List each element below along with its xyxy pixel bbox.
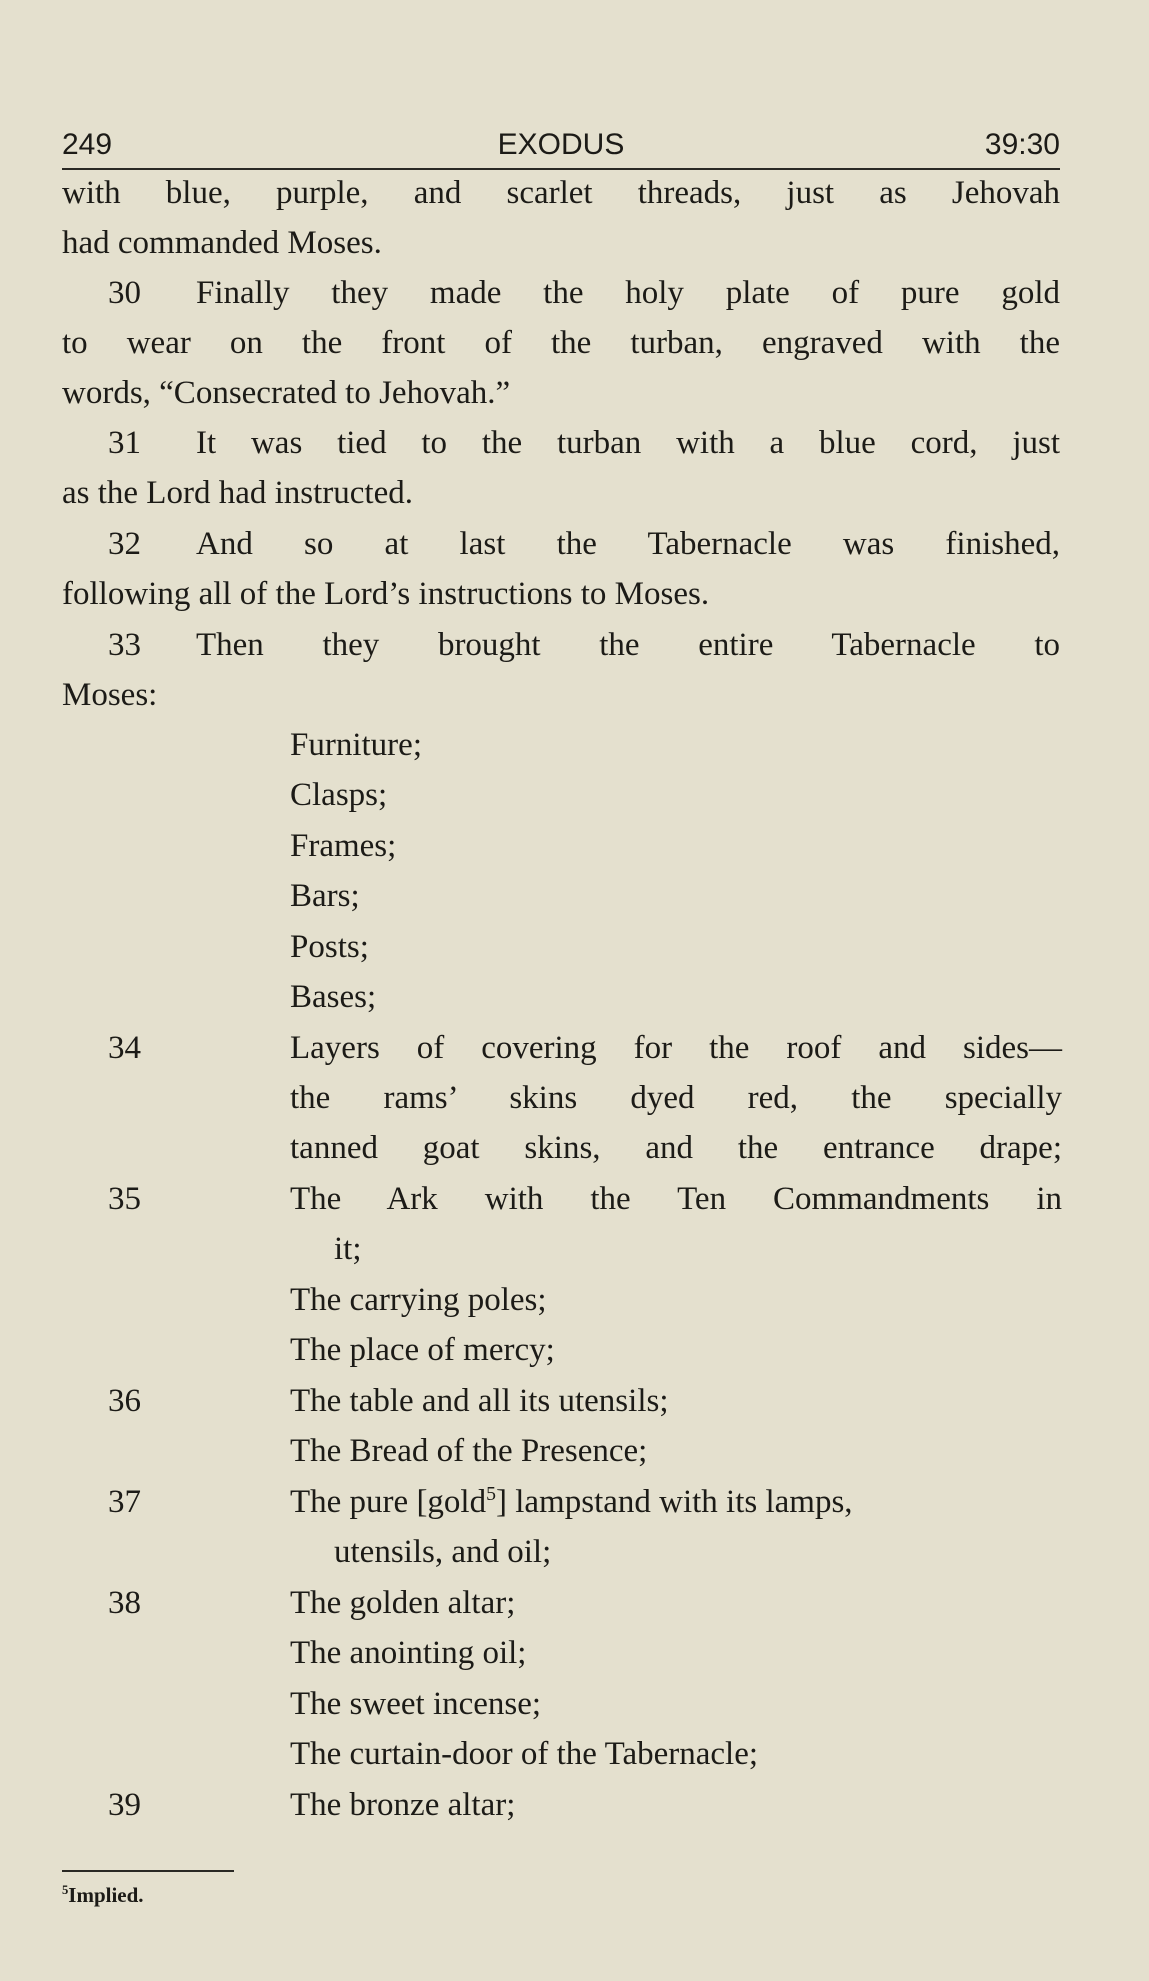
list-item: The golden altar; <box>290 1585 516 1621</box>
text-line: had commanded Moses. <box>62 225 382 261</box>
chapter-verse-reference: 39:30 <box>984 128 1060 161</box>
list-item-text: The pure [gold <box>290 1484 487 1520</box>
list-item-text: ] lampstand with its lamps, <box>496 1484 853 1520</box>
footnote-marker: 5 <box>62 1883 69 1897</box>
list-item: Frames; <box>290 828 397 864</box>
list-item: The table and all its utensils; <box>290 1383 669 1419</box>
list-item: The curtain-door of the Tabernacle; <box>290 1736 759 1772</box>
list-item: The Ark with the Ten Commandments in <box>290 1181 1062 1217</box>
verse-number: 38 <box>108 1585 141 1621</box>
list-item: The Bread of the Presence; <box>290 1433 648 1469</box>
list-item: Clasps; <box>290 777 388 813</box>
verse-number: 32 <box>108 526 141 562</box>
text-line: It was tied to the turban with a blue cord, just <box>196 425 1060 461</box>
text-line: Finally they made the holy plate of pure gold <box>196 275 1060 311</box>
text-line: with blue, purple, and scarlet threads, just as Jehovah <box>62 175 1060 211</box>
list-item: Bars; <box>290 878 360 914</box>
footnote <box>62 1882 144 1908</box>
list-item: The carrying poles; <box>290 1282 547 1318</box>
list-item: The bronze altar; <box>290 1787 516 1823</box>
verse-number: 33 <box>108 627 141 663</box>
list-item: utensils, and oil; <box>334 1534 552 1570</box>
text-line: Then they brought the entire Tabernacle to <box>196 627 1060 663</box>
list-item <box>290 1477 1062 1527</box>
footnote-divider <box>62 1870 234 1872</box>
verse-number: 31 <box>108 425 141 461</box>
running-header <box>62 128 1060 170</box>
verse-number: 37 <box>108 1484 141 1520</box>
footnote-ref[interactable]: 5 <box>486 1483 496 1505</box>
verse-number: 34 <box>108 1030 141 1066</box>
text-line: And so at last the Tabernacle was finished, <box>196 526 1060 562</box>
list-item: it; <box>334 1231 362 1267</box>
list-item: Furniture; <box>290 727 422 763</box>
list-item: tanned goat skins, and the entrance drape; <box>290 1130 1062 1166</box>
list-item: Layers of covering for the roof and sides— <box>290 1030 1062 1066</box>
list-item: The place of mercy; <box>290 1332 555 1368</box>
list-item: Bases; <box>290 979 377 1015</box>
list-item: The anointing oil; <box>290 1635 527 1671</box>
text-line: words, “Consecrated to Jehovah.” <box>62 375 511 411</box>
text-line: Moses: <box>62 677 158 713</box>
text-line: as the Lord had instructed. <box>62 475 413 511</box>
list-item: Posts; <box>290 929 369 965</box>
verse-number: 39 <box>108 1787 141 1823</box>
verse-number: 30 <box>108 275 141 311</box>
page-number: 249 <box>62 128 113 161</box>
book-title: EXODUS <box>497 128 625 161</box>
list-item: the rams’ skins dyed red, the specially <box>290 1080 1062 1116</box>
text-line: to wear on the front of the turban, engraved with the <box>62 325 1060 361</box>
verse-number: 35 <box>108 1181 141 1217</box>
text-line: following all of the Lord’s instructions to Moses. <box>62 576 710 612</box>
verse-number: 36 <box>108 1383 141 1419</box>
footnote-text: Implied. <box>68 1883 144 1907</box>
list-item: The sweet incense; <box>290 1686 542 1722</box>
